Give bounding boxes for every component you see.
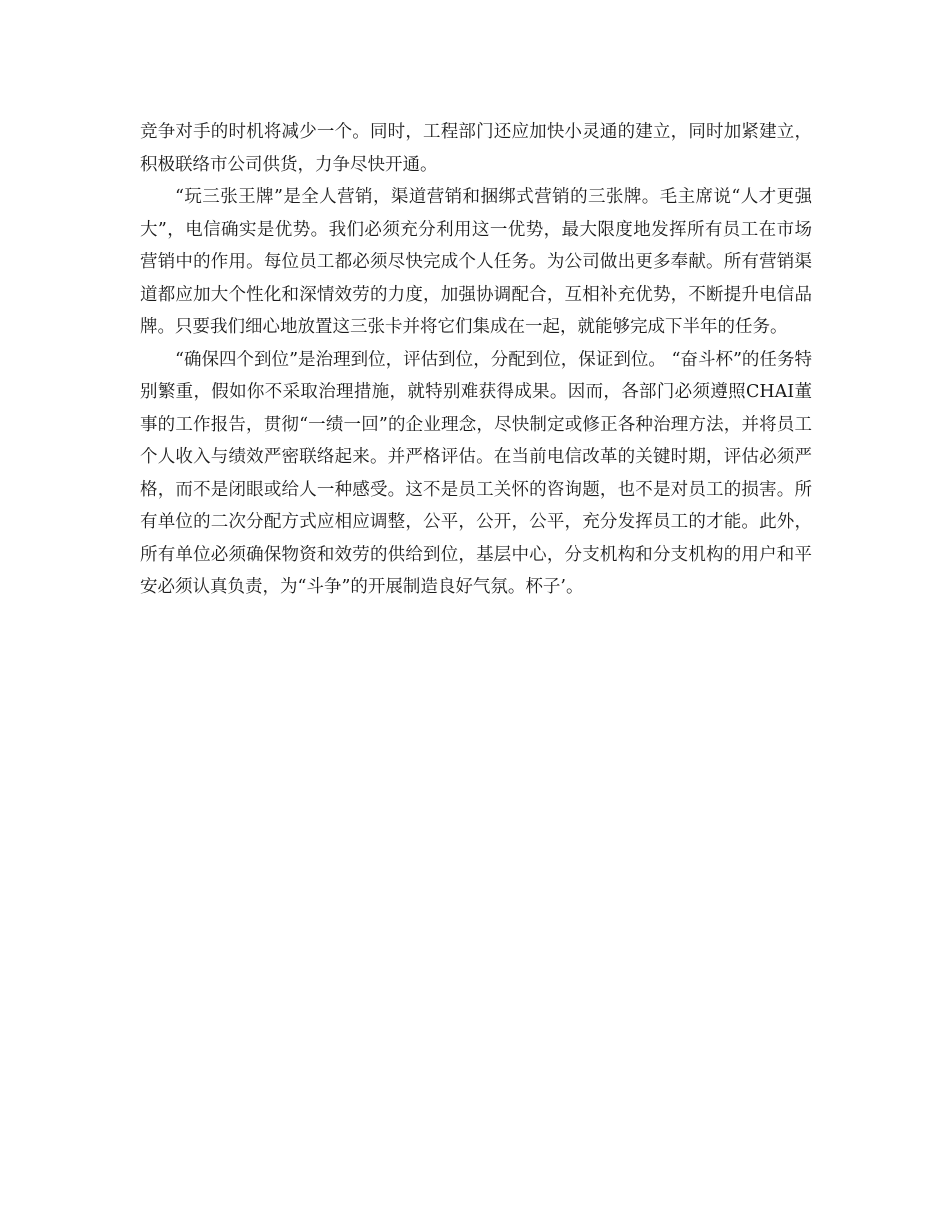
document-body <box>140 116 812 604</box>
paragraph-2: “玩三张王牌”是全人营销，渠道营销和捆绑式营销的三张牌。毛主席说“人才更强大”，电信确实是优势。我们必须充分利用这一优势，最大限度地发挥所有员工在市场营销中的作用。每位员工都必须尽快完成个人任务。为公司做出更多奉献。所有营销渠道都应加大个性化和深情效劳的力度，加强协调配合，互相补充优势，不断提升电信品牌。只要我们细心地放置这三张卡并将它们集成在一起，就能够完成下半年的任务。 <box>140 187 812 337</box>
paragraph-3: “确保四个到位”是治理到位，评估到位，分配到位，保证到位。 “奋斗杯”的任务特别繁重，假如你不采取治理措施，就特别难获得成果。因而，各部门必须遵照CHAI董事的工作报告，贯彻“一绩一回”的企业理念，尽快制定或修正各种治理方法，并将员工个人收入与绩效严密联络起来。并严格评估。在当前电信改革的关键时期，评估必须严格，而不是闭眼或给人一种感受。这不是员工关怀的咨询题，也不是对员工的损害。所有单位的二次分配方式应相应调整，公平，公开，公平，充分发挥员工的才能。此外，所有单位必须确保物资和效劳的供给到位，基层中心，分支机构和分支机构的用户和平安必须认真负责，为“斗争”的开展制造良好气氛。杯子’。 <box>140 349 812 597</box>
paragraph-1: 竞争对手的时机将减少一个。同时，工程部门还应加快小灵通的建立，同时加紧建立，积极联络市公司供货，力争尽快开通。 <box>140 122 812 175</box>
